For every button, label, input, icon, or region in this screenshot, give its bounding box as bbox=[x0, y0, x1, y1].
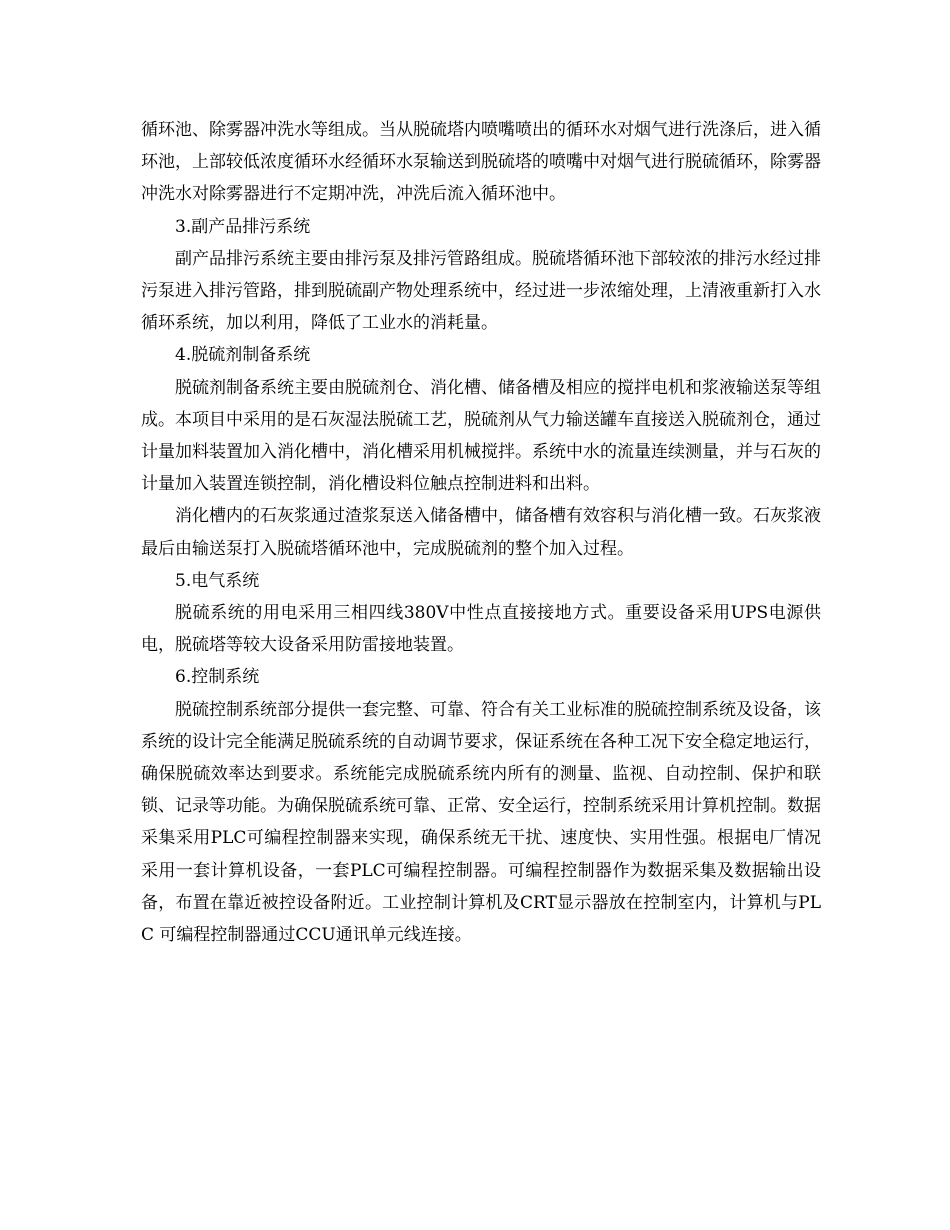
paragraph-circulation-continued: 循环池、除雾器冲洗水等组成。当从脱硫塔内喷嘴喷出的循环水对烟气进行洗涤后，进入循环池，上部较低浓度循环水经循环水泵输送到脱硫塔的喷嘴中对烟气进行脱硫循环，除雾器冲洗水对除雾器进行不定期冲洗，冲洗后流入循环池中。 bbox=[141, 120, 821, 205]
paragraph-desulfurizer-preparation: 脱硫剂制备系统主要由脱硫剂仓、消化槽、储备槽及相应的搅拌电机和浆液输送泵等组成。本项目中采用的是石灰湿法脱硫工艺，脱硫剂从气力输送罐车直接送入脱硫剂仓，通过计量加料装置加入消化槽中，消化槽采用机械搅拌。系统中水的流量连续测量，并与石灰的计量加入装置连锁控制，消化槽设料位触点控制进料和出料。 bbox=[141, 377, 821, 495]
heading-desulfurizer-preparation: 4.脱硫剂制备系统 bbox=[175, 345, 311, 366]
heading-control-system: 6.控制系统 bbox=[175, 667, 260, 688]
heading-byproduct-discharge: 3.副产品排污系统 bbox=[175, 216, 311, 237]
paragraph-electrical-system: 脱硫系统的用电采用三相四线380V中性点直接接地方式。重要设备采用UPS电源供电，脱硫塔等较大设备采用防雷接地装置。 bbox=[141, 603, 821, 656]
paragraph-byproduct-discharge: 副产品排污系统主要由排污泵及排污管路组成。脱硫塔循环池下部较浓的排污水经过排污泵进入排污管路，排到脱硫副产物处理系统中，经过进一步浓缩处理，上清液重新打入水循环系统，加以利用，降低了工业水的消耗量。 bbox=[141, 248, 821, 334]
paragraph-lime-slurry: 消化槽内的石灰浆通过渣浆泵送入储备槽中，储备槽有效容积与消化槽一致。石灰浆液最后由输送泵打入脱硫塔循环池中，完成脱硫剂的整个加入过程。 bbox=[141, 506, 821, 559]
heading-electrical-system: 5.电气系统 bbox=[175, 570, 260, 591]
paragraph-control-system: 脱硫控制系统部分提供一套完整、可靠、符合有关工业标准的脱硫控制系统及设备，该系统的设计完全能满足脱硫系统的自动调节要求，保证系统在各种工况下安全稳定地运行，确保脱硫效率达到要求。系统能完成脱硫系统内所有的测量、监视、自动控制、保护和联锁、记录等功能。为确保脱硫系统可靠、正常、安全运行，控制系统采用计算机控制。数据采集采用PLC可编程控制器来实现，确保系统无干扰、速度快、实用性强。根据电厂情况采用一套计算机设备，一套PLC可编程控制器。可编程控制器作为数据采集及数据输出设备，布置在靠近被控设备附近。工业控制计算机及CRT显示器放在控制室内，计算机与PLC 可编程控制器通过CCU通讯单元线连接。 bbox=[141, 699, 821, 946]
document-body bbox=[141, 114, 821, 951]
